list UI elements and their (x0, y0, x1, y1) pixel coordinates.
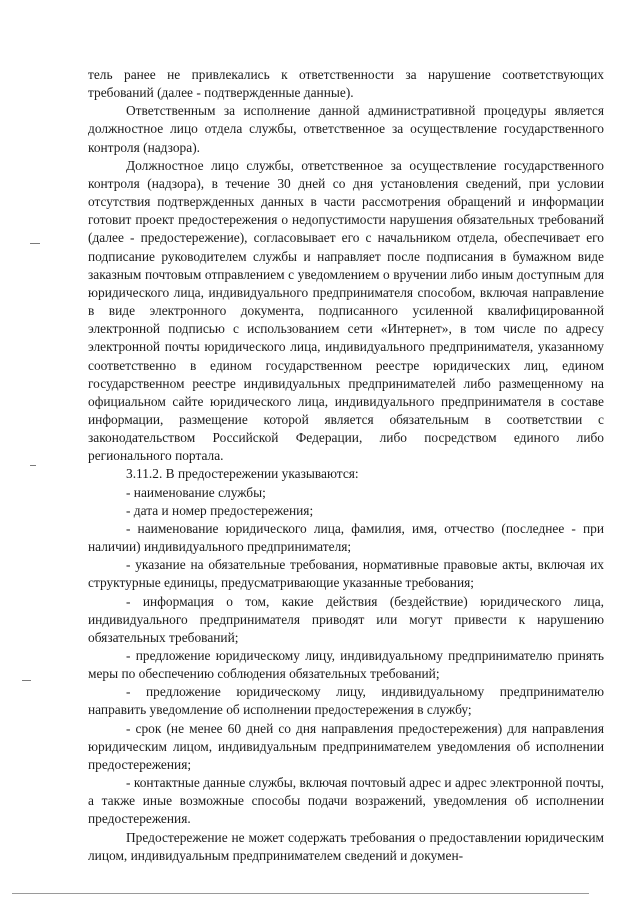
paragraph-responsible-person: Ответственным за исполнение данной административной процедуры является должностное лицо отдела службы, ответственное за осуществление государственного контроля (надзора). (88, 103, 604, 155)
list-item: - наименование юридического лица, фамилия, имя, отчество (последнее - при наличии) индивидуального предпринимателя; (88, 520, 604, 555)
list-item: - предложение юридическому лицу, индивидуальному предпринимателю направить уведомление об исполнении предостережения в службу; (88, 684, 604, 718)
list-item: - наименование службы; (126, 484, 266, 500)
list-item: - срок (не менее 60 дней со дня направления предостережения) для направления юридическим лицом, индивидуальным предпринимателем уведомления об исполнении предостережения; (88, 720, 604, 772)
paragraph-warning-limits: Предостережение не может содержать требования о предоставлении юридическим лицом, индивидуальным предпринимателем сведений и докумен- (88, 829, 604, 863)
page-bottom-edge (12, 893, 589, 894)
list-item: - указание на обязательные требования, нормативные правовые акты, включая их структурные единицы, предусматривающие указанные требования; (88, 557, 604, 591)
list-item: - предложение юридическому лицу, индивидуальному предпринимателю принять меры по обеспечению соблюдения обязательных требований; (88, 648, 604, 682)
clause-3-11-2-heading: 3.11.2. В предостережении указываются: (126, 466, 359, 482)
list-item: - контактные данные службы, включая почтовый адрес и адрес электронной почты, а также иные возможные способы подачи возражений, уведомления об исполнении предостережения. (88, 775, 604, 827)
list-item: - дата и номер предостережения; (126, 502, 314, 518)
list-item: - информация о том, какие действия (бездействие) юридического лица, индивидуального предпринимателя приводят или могут привести к нарушению обязательных требований; (88, 593, 604, 645)
paragraph-warning-procedure: Должностное лицо службы, ответственное за осуществление государственного контроля (надзора), в течение 30 дней со дня установления сведений, при условии отсутствия подтвержденных данных в части рассмотрения обращений и информации готовит проект предостережения о недопустимости нарушения обязательных требований (далее - предостережение), согласовывает его с начальником отдела, обеспечивает его подписание руководителем службы и направляет после подписания в бумажном виде заказным почтовым отправлением с уведомлением о вручении либо иным доступным для юридического лица, индивидуального предпринимателя способом, включая направление в виде электронного документа, подписанного усиленной квалифицированной электронной подписью с использованием сети «Интернет», в том числе по адресу электронной почты юридического лица, индивидуального предпринимателя, указанному соответственно в едином государственном реестре юридических лиц, едином государственном реестре индивидуальных предпринимателей либо размещенному на официальном сайте юридического лица, индивидуального предпринимателя в составе информации, размещение которой является обязательным в соответствии с законодательством Российской Федерации, либо посредством единого либо регионального портала. (88, 157, 604, 464)
paragraph-continuation: тель ранее не привлекались к ответственности за нарушение соответствующих требований (далее - подтвержденные данные). (88, 67, 604, 101)
document-body (88, 66, 604, 865)
